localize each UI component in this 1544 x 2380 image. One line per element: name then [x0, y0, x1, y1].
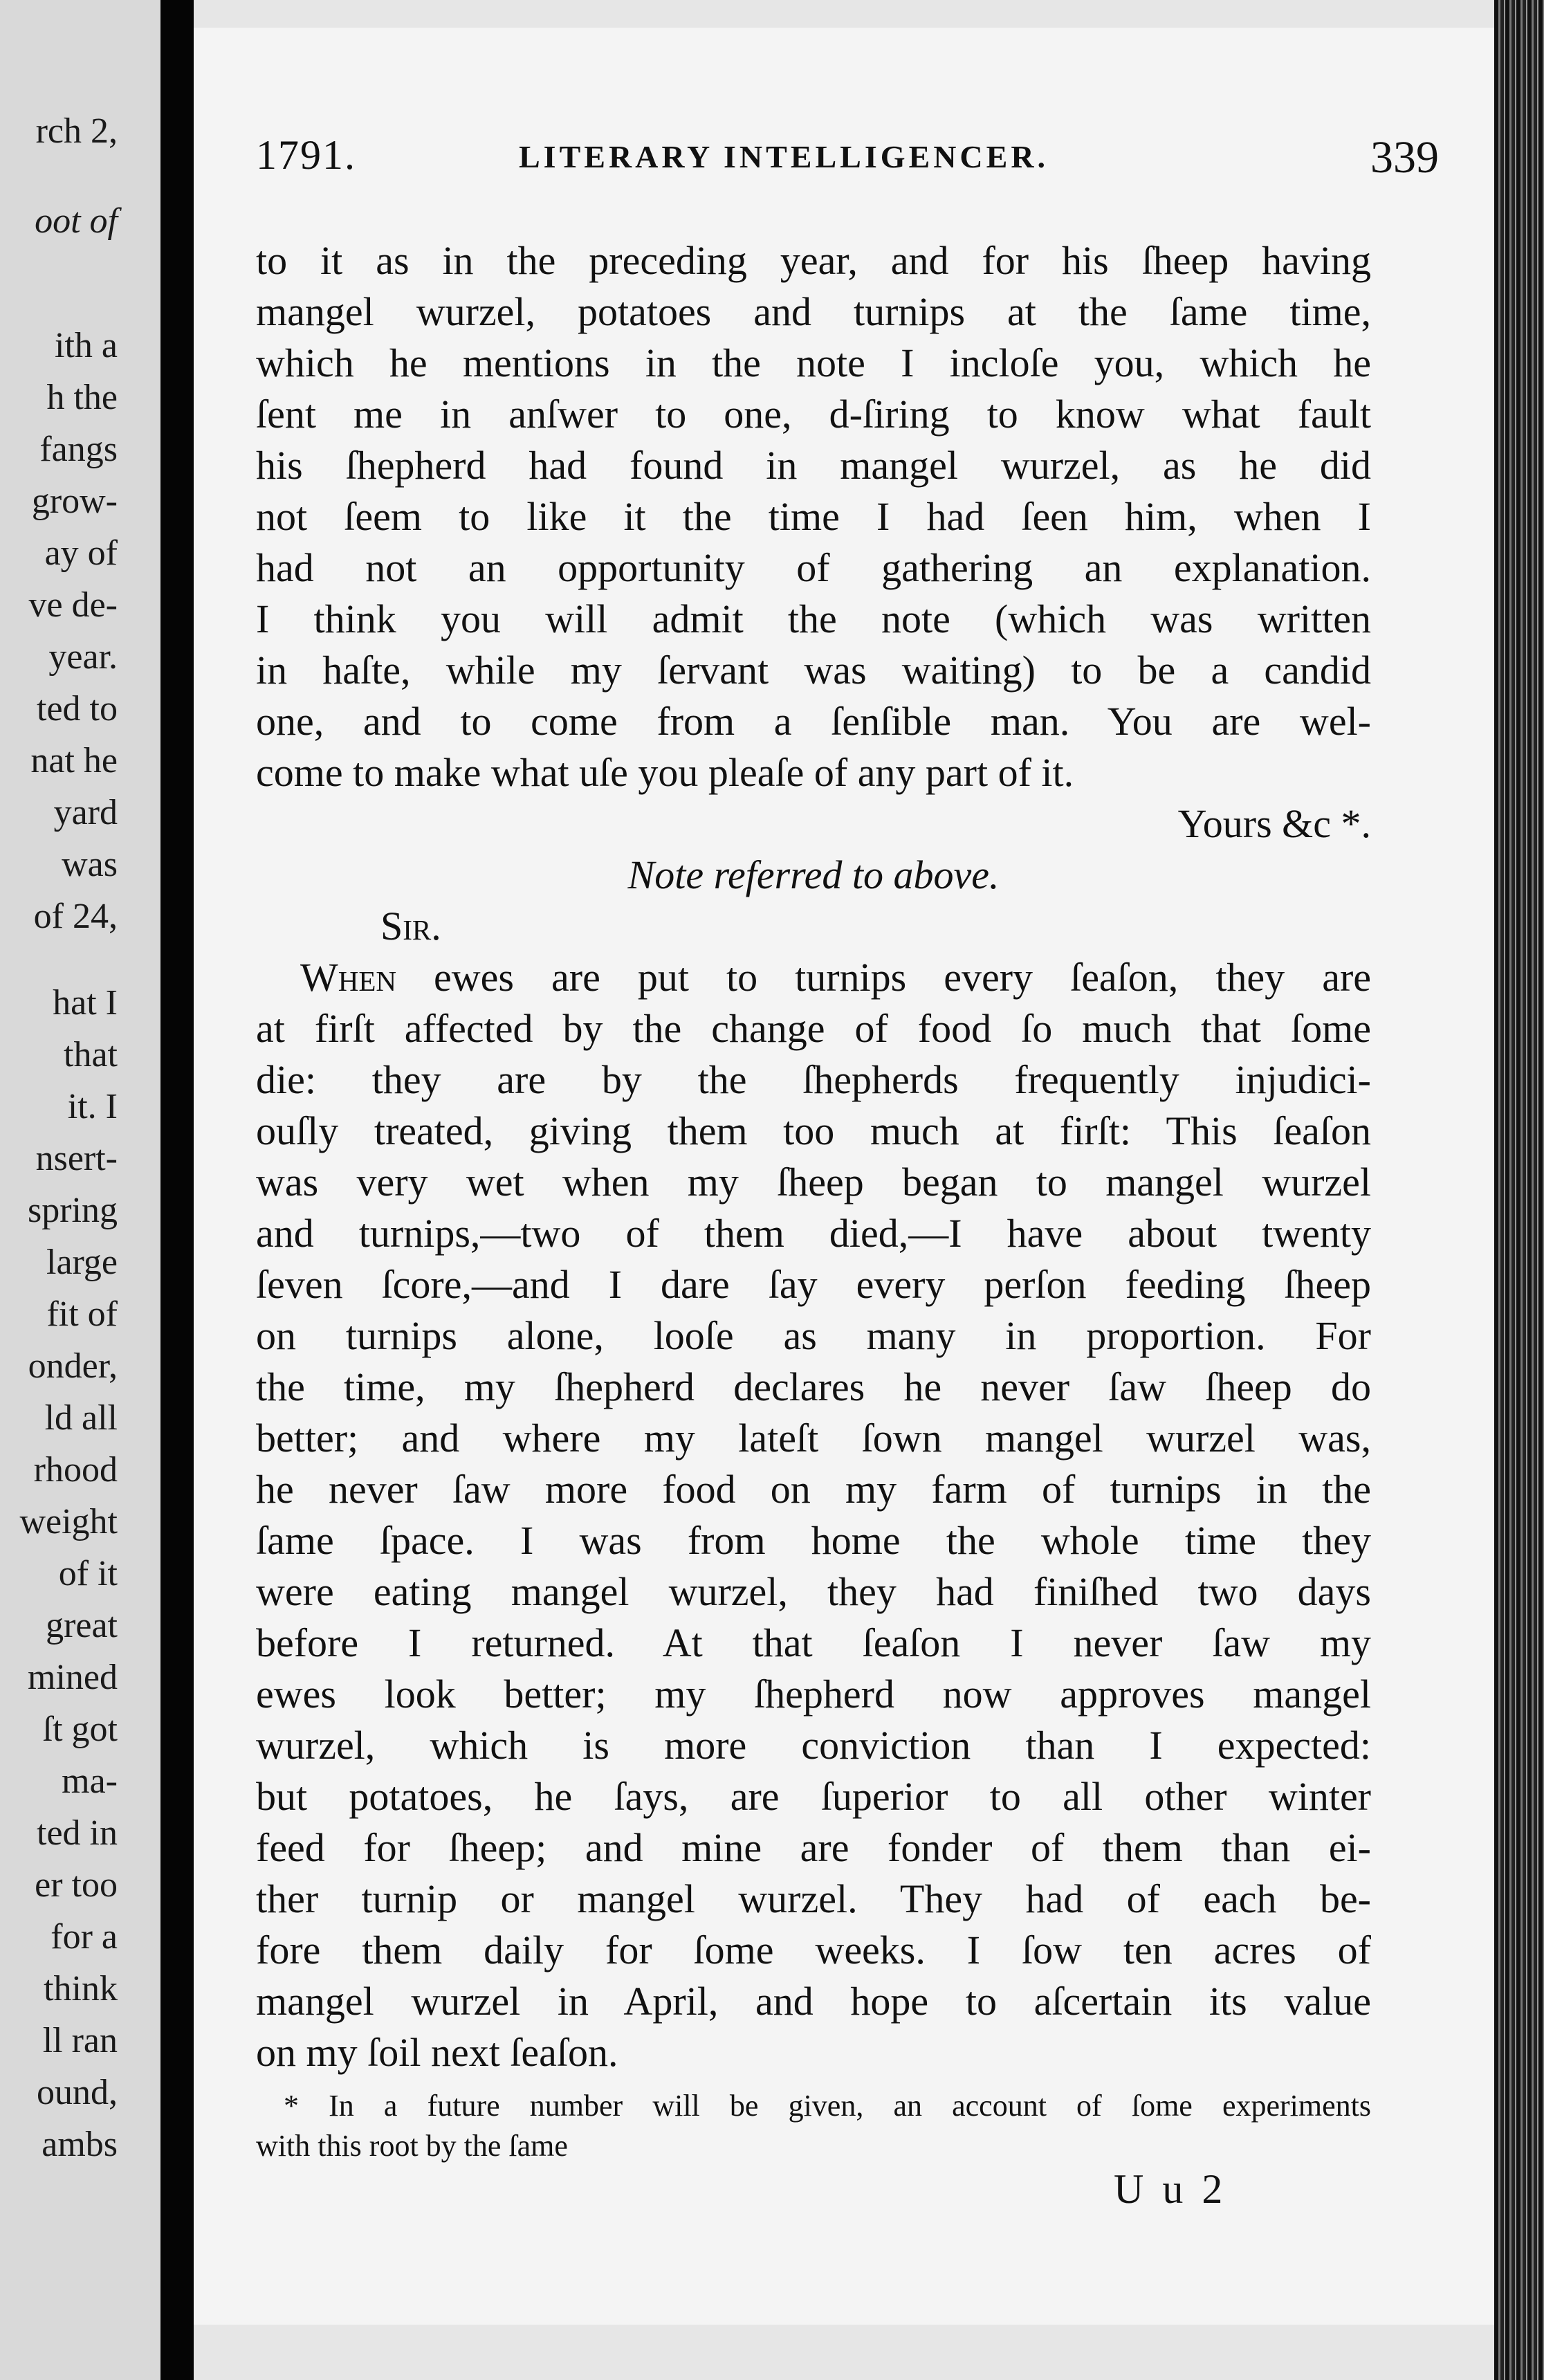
text-line: before I returned. At that ſeaſon I never ſaw my	[256, 1620, 1371, 1665]
facing-page-line: ith a	[55, 326, 118, 365]
text-line: ſent me in anſwer to one, d-ſiring to know what fault	[256, 392, 1371, 437]
text-line: ſeven ſcore,—and I dare ſay every perſon feeding ſheep	[256, 1262, 1371, 1307]
facing-page-line: ll ran	[42, 2021, 118, 2060]
facing-page-line: for a	[50, 1917, 118, 1957]
text-line: not ſeem to like it the time I had ſeen him, when I	[256, 494, 1371, 539]
text-line: to it as in the preceding year, and for his ſheep having	[256, 238, 1371, 283]
facing-page-line: of it	[58, 1554, 118, 1593]
text-line: come to make what uſe you pleaſe of any part of it.	[256, 750, 1074, 795]
text-line: ewes are put to turnips every ſeaſon, they are	[396, 955, 1371, 1000]
text-line: on turnips alone, looſe as many in proportion. For	[256, 1313, 1371, 1358]
text-line: better; and where my lateſt ſown mangel wurzel was,	[256, 1416, 1371, 1461]
facing-page-line: weight	[19, 1502, 118, 1541]
footnote-line: with this root by the ſame	[256, 2129, 568, 2163]
facing-page-line: er too	[35, 1865, 118, 1905]
note-heading: Note referred to above.	[627, 852, 1000, 897]
facing-page-line: spring	[28, 1191, 118, 1230]
running-year: 1791.	[256, 132, 356, 178]
text-line: mangel wurzel, potatoes and turnips at the ſame time,	[256, 289, 1371, 334]
closing: Yours &c *.	[1177, 801, 1371, 846]
text-line: at firſt affected by the change of food ſo much that ſome	[256, 1006, 1371, 1051]
facing-page-line: rhood	[33, 1450, 118, 1490]
body-text	[256, 235, 1371, 2078]
facing-page-line: h the	[46, 378, 118, 417]
facing-page-line: of 24,	[33, 897, 118, 936]
text-line: ſame ſpace. I was from home the whole time they	[256, 1518, 1371, 1563]
text-line: had not an opportunity of gathering an explanation.	[256, 545, 1371, 590]
text-line: but potatoes, he ſays, are ſuperior to all other winter	[256, 1774, 1371, 1819]
page-edges	[1494, 0, 1544, 2380]
facing-page-line: ve de-	[28, 585, 118, 625]
text-line: which he mentions in the note I incloſe you, which he	[256, 340, 1371, 385]
facing-page-line: nsert-	[35, 1139, 118, 1178]
text-line: on my ſoil next ſeaſon.	[256, 2030, 618, 2075]
facing-page-line: ambs	[42, 2125, 118, 2164]
text-line: in haſte, while my ſervant was waiting) to be a candid	[256, 648, 1371, 693]
book-gutter	[160, 0, 194, 2380]
text-line: were eating mangel wurzel, they had finiſhed two days	[256, 1569, 1371, 1614]
facing-page-line: ma-	[62, 1761, 118, 1801]
text-line: he never ſaw more food on my farm of turnips in the	[256, 1467, 1371, 1512]
facing-page-line: fit of	[46, 1294, 118, 1334]
facing-page-line: ound,	[37, 2073, 118, 2112]
text-line: and turnips,—two of them died,—I have about twenty	[256, 1211, 1371, 1256]
facing-page-line: year.	[48, 637, 118, 677]
text-line: his ſhepherd had found in mangel wurzel, as he did	[256, 443, 1371, 488]
text-line: wurzel, which is more conviction than I expected:	[256, 1723, 1371, 1768]
text-line: one, and to come from a ſenſible man. You are wel-	[256, 699, 1371, 744]
facing-page-line: nat he	[30, 741, 118, 780]
letter-first-line	[256, 952, 1371, 1003]
facing-page-line: fangs	[39, 430, 118, 469]
text-line: feed for ſheep; and mine are fonder of them than ei-	[256, 1825, 1371, 1870]
facing-page-line: great	[46, 1606, 118, 1645]
footnote	[256, 2086, 1371, 2166]
facing-page-line: grow-	[31, 482, 118, 521]
facing-page-line: rch 2,	[35, 111, 118, 151]
facing-page-line: ld all	[44, 1398, 118, 1438]
opening-word: When	[300, 955, 397, 1000]
facing-page-line: ay of	[44, 533, 118, 573]
facing-page-line: was	[62, 845, 118, 884]
facing-page-line: onder,	[28, 1346, 118, 1386]
facing-page-line: ted in	[37, 1813, 118, 1853]
page-number: 339	[1370, 132, 1439, 183]
text-line: die: they are by the ſhepherds frequently injudici-	[256, 1057, 1371, 1102]
facing-page-line: hat I	[53, 983, 118, 1023]
text-line: ther turnip or mangel wurzel. They had of each be-	[256, 1876, 1371, 1921]
facing-page-fragment	[0, 0, 163, 2380]
facing-page-line: mined	[28, 1658, 118, 1697]
text-line: mangel wurzel in April, and hope to aſcertain its value	[256, 1979, 1371, 2024]
facing-page-line: large	[46, 1243, 118, 1282]
facing-page-line: oot of	[35, 201, 118, 241]
text-line: fore them daily for ſome weeks. I ſow ten acres of	[256, 1928, 1371, 1972]
facing-page-line: that	[64, 1035, 118, 1074]
text-line: ewes look better; my ſhepherd now approves mangel	[256, 1672, 1371, 1717]
text-line: the time, my ſhepherd declares he never ſaw ſheep do	[256, 1364, 1371, 1409]
book-page	[194, 28, 1494, 2325]
facing-page-line: it. I	[67, 1087, 118, 1126]
facing-page-line: ſt got	[42, 1710, 118, 1749]
text-line: I think you will admit the note (which was written	[256, 596, 1371, 641]
facing-page-line: ted to	[37, 689, 118, 729]
running-header	[256, 131, 1439, 194]
signature-mark: U u 2	[1114, 2166, 1227, 2212]
text-line: was very wet when my ſheep began to mangel wurzel	[256, 1160, 1371, 1205]
running-title: LITERARY INTELLIGENCER.	[519, 139, 1049, 174]
footnote-line: * In a future number will be given, an account of ſome experiments	[284, 2089, 1371, 2123]
text-line: ouſly treated, giving them too much at firſt: This ſeaſon	[256, 1108, 1371, 1153]
salutation: Sir.	[380, 904, 441, 949]
facing-page-line: yard	[53, 793, 118, 832]
facing-page-line: think	[44, 1969, 118, 2008]
